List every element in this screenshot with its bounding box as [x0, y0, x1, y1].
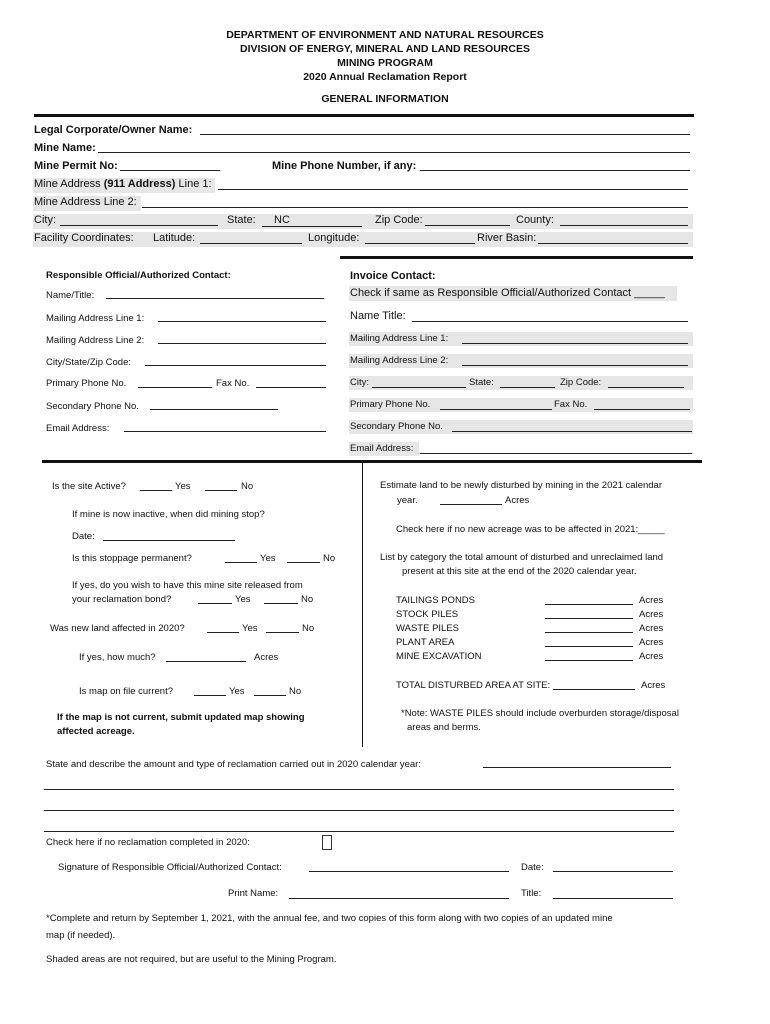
- permanent-question: Is this stoppage permanent?: [72, 553, 192, 564]
- resp-email-field[interactable]: [124, 431, 326, 432]
- category-acres-label: Acres: [639, 595, 664, 606]
- release-question-1: If yes, do you wish to have this mine site released from: [72, 580, 303, 591]
- inv-email-label: Email Address:: [350, 443, 414, 454]
- permanent-no-field[interactable]: [287, 562, 320, 563]
- coords-label: Facility Coordinates:: [34, 232, 134, 244]
- resp-name-label: Name/Title:: [46, 290, 95, 301]
- sig-date-label: Date:: [521, 862, 544, 873]
- mine-name-field[interactable]: [98, 152, 690, 153]
- basin-label: River Basin:: [477, 232, 537, 244]
- resp-phone-field[interactable]: [138, 387, 212, 388]
- release-no-field[interactable]: [264, 603, 298, 604]
- stop-date-field[interactable]: [103, 540, 235, 541]
- release-yes-field[interactable]: [198, 603, 232, 604]
- latitude-field[interactable]: [200, 243, 302, 244]
- inv-name-field[interactable]: [412, 321, 688, 322]
- inv-phone-field[interactable]: [440, 409, 552, 410]
- address2-field[interactable]: [142, 207, 688, 208]
- map-note-2: affected acreage.: [57, 726, 135, 737]
- contact-divider: [340, 256, 693, 259]
- print-name-label: Print Name:: [228, 888, 279, 899]
- waste-note-2: areas and berms.: [407, 722, 481, 733]
- category-acres-label: Acres: [639, 609, 664, 620]
- inactive-question: If mine is now inactive, when did mining stop?: [72, 509, 265, 520]
- no-reclamation-label: Check here if no reclamation completed in 2020:: [46, 837, 250, 848]
- newland-no-field[interactable]: [266, 632, 299, 633]
- county-label: County:: [516, 214, 554, 226]
- state-label: State:: [227, 214, 256, 226]
- sig-date-field[interactable]: [553, 871, 673, 872]
- inv-state-label: State:: [469, 377, 494, 388]
- category-acres-field[interactable]: [545, 660, 633, 661]
- city-field[interactable]: [60, 225, 218, 226]
- reclamation-line-2[interactable]: [44, 789, 674, 790]
- longitude-label: Longitude:: [308, 232, 360, 244]
- resp-fax-label: Fax No.: [216, 378, 250, 389]
- newland-question: Was new land affected in 2020?: [50, 623, 185, 634]
- permit-field[interactable]: [120, 170, 220, 171]
- stop-date-label: Date:: [72, 531, 95, 542]
- category-label: PLANT AREA: [396, 637, 455, 648]
- map-no-label: No: [289, 686, 302, 697]
- release-yes-label: Yes: [235, 594, 251, 605]
- active-question: Is the site Active?: [52, 481, 126, 492]
- active-no-label: No: [241, 481, 254, 492]
- map-yes-label: Yes: [229, 686, 245, 697]
- basin-field[interactable]: [538, 243, 688, 244]
- category-label: TAILINGS PONDS: [396, 595, 476, 606]
- phone-label: Mine Phone Number, if any:: [272, 160, 417, 172]
- permanent-yes-label: Yes: [260, 553, 276, 564]
- print-name-field[interactable]: [289, 898, 509, 899]
- owner-field[interactable]: [200, 134, 690, 135]
- inv-phone2-field[interactable]: [452, 431, 692, 432]
- resp-addr2-field[interactable]: [158, 343, 326, 344]
- map-note-1: If the map is not current, submit updated map showing: [57, 712, 305, 723]
- permanent-no-label: No: [323, 553, 336, 564]
- program-title: MINING PROGRAM: [337, 57, 433, 69]
- status-divider: [42, 460, 702, 463]
- latitude-label: Latitude:: [153, 232, 196, 244]
- zip-field[interactable]: [425, 225, 510, 226]
- waste-note-1: *Note: WASTE PILES should include overburden storage/disposal: [401, 708, 679, 719]
- category-acres-field[interactable]: [545, 632, 633, 633]
- category-label: MINE EXCAVATION: [396, 651, 482, 662]
- address1-field[interactable]: [218, 189, 688, 190]
- inv-fax-field[interactable]: [594, 409, 690, 410]
- section-title: GENERAL INFORMATION: [321, 93, 449, 105]
- howmuch-field[interactable]: [166, 661, 246, 662]
- map-no-field[interactable]: [254, 695, 286, 696]
- invoice-title: Invoice Contact:: [350, 270, 436, 282]
- howmuch-acres: Acres: [254, 652, 279, 663]
- total-label: TOTAL DISTURBED AREA AT SITE:: [396, 680, 551, 691]
- footer-note-1: *Complete and return by September 1, 2021, with the annual fee, and two copies of this form along with two copies of an updated mine: [46, 913, 613, 924]
- inv-phone-label: Primary Phone No.: [350, 399, 431, 410]
- resp-name-field[interactable]: [106, 298, 324, 299]
- title-label: Title:: [521, 888, 542, 899]
- reclamation-line-4[interactable]: [44, 831, 674, 832]
- city-label: City:: [34, 214, 56, 226]
- no-new-acreage-check[interactable]: Check here if no new acreage was to be affected in 2021:_____: [396, 524, 665, 535]
- signature-field[interactable]: [309, 871, 509, 872]
- active-yes-label: Yes: [175, 481, 191, 492]
- longitude-field[interactable]: [365, 243, 475, 244]
- reclamation-describe-label: State and describe the amount and type of reclamation carried out in 2020 calendar year:: [46, 759, 421, 770]
- report-title: 2020 Annual Reclamation Report: [303, 71, 467, 83]
- map-yes-field[interactable]: [194, 695, 226, 696]
- no-reclamation-checkbox[interactable]: [322, 835, 332, 850]
- inv-city-field[interactable]: [372, 387, 466, 388]
- newland-yes-field[interactable]: [207, 632, 239, 633]
- resp-city-field[interactable]: [145, 365, 326, 366]
- inv-name-label: Name Title:: [350, 310, 406, 322]
- category-acres-field[interactable]: [545, 618, 633, 619]
- resp-phone-label: Primary Phone No.: [46, 378, 127, 389]
- inv-addr2-label: Mailing Address Line 2:: [350, 355, 449, 366]
- zip-label: Zip Code:: [375, 214, 423, 226]
- owner-label: Legal Corporate/Owner Name:: [34, 124, 193, 136]
- footer-note-2: map (if needed).: [46, 930, 116, 941]
- category-acres-label: Acres: [639, 623, 664, 634]
- resp-addr1-label: Mailing Address Line 1:: [46, 313, 145, 324]
- total-acres-label: Acres: [641, 680, 666, 691]
- newland-yes-label: Yes: [242, 623, 258, 634]
- active-yes-field[interactable]: [140, 490, 172, 491]
- inv-addr1-field[interactable]: [462, 343, 688, 344]
- inv-email-field[interactable]: [420, 453, 692, 454]
- estimate-acres-field[interactable]: [440, 504, 502, 505]
- inv-phone2-label: Secondary Phone No.: [350, 421, 443, 432]
- permit-label: Mine Permit No:: [34, 160, 118, 172]
- total-field[interactable]: [553, 689, 635, 690]
- newland-no-label: No: [302, 623, 315, 634]
- state-field[interactable]: NC: [262, 214, 362, 227]
- release-no-label: No: [301, 594, 314, 605]
- resp-city-label: City/State/Zip Code:: [46, 357, 132, 368]
- responsible-title: Responsible Official/Authorized Contact:: [46, 270, 231, 281]
- inv-city-label: City:: [350, 377, 369, 388]
- estimate-acres-label: Acres: [505, 495, 530, 506]
- category-label: WASTE PILES: [396, 623, 459, 634]
- header-divider: [34, 114, 694, 117]
- map-question: Is map on file current?: [79, 686, 173, 697]
- mine-name-label: Mine Name:: [34, 142, 96, 154]
- category-acres-field[interactable]: [545, 604, 633, 605]
- address2-label: Mine Address Line 2:: [34, 196, 137, 208]
- permanent-yes-field[interactable]: [225, 562, 257, 563]
- category-acres-label: Acres: [639, 637, 664, 648]
- inv-fax-label: Fax No.: [554, 399, 588, 410]
- title-field[interactable]: [553, 898, 673, 899]
- resp-addr1-field[interactable]: [158, 321, 326, 322]
- resp-phone2-field[interactable]: [150, 409, 278, 410]
- howmuch-label: If yes, how much?: [79, 652, 156, 663]
- active-no-field[interactable]: [205, 490, 237, 491]
- signature-label: Signature of Responsible Official/Authorized Contact:: [58, 862, 282, 873]
- inv-zip-label: Zip Code:: [560, 377, 602, 388]
- resp-phone2-label: Secondary Phone No.: [46, 401, 139, 412]
- inv-state-field[interactable]: [500, 387, 555, 388]
- mine-phone-field[interactable]: [420, 170, 690, 171]
- county-field[interactable]: [560, 225, 688, 226]
- invoice-same-check[interactable]: Check if same as Responsible Official/Authorized Contact _____: [350, 287, 665, 299]
- category-acres-field[interactable]: [545, 646, 633, 647]
- inv-addr1-label: Mailing Address Line 1:: [350, 333, 449, 344]
- list-text-2: present at this site at the end of the 2020 calendar year.: [402, 566, 637, 577]
- estimate-text-1: Estimate land to be newly disturbed by mining in the 2021 calendar: [380, 480, 663, 491]
- status-column-divider: [362, 460, 363, 747]
- inv-addr2-field[interactable]: [462, 365, 688, 366]
- inv-zip-field[interactable]: [608, 387, 684, 388]
- address1-label: Mine Address (911 Address) Line 1:: [34, 178, 212, 190]
- reclamation-line-1[interactable]: [483, 767, 671, 768]
- resp-fax-field[interactable]: [256, 387, 326, 388]
- release-question-2: your reclamation bond?: [72, 594, 172, 605]
- department-title: DEPARTMENT OF ENVIRONMENT AND NATURAL RESOURCES: [226, 29, 544, 41]
- estimate-year: year.: [397, 495, 418, 506]
- division-title: DIVISION OF ENERGY, MINERAL AND LAND RESOURCES: [240, 43, 530, 55]
- list-text-1: List by category the total amount of disturbed and unreclaimed land: [380, 552, 664, 563]
- shaded-note: Shaded areas are not required, but are useful to the Mining Program.: [46, 954, 337, 965]
- reclamation-line-3[interactable]: [44, 810, 674, 811]
- category-acres-label: Acres: [639, 651, 664, 662]
- category-label: STOCK PILES: [396, 609, 459, 620]
- resp-addr2-label: Mailing Address Line 2:: [46, 335, 145, 346]
- resp-email-label: Email Address:: [46, 423, 110, 434]
